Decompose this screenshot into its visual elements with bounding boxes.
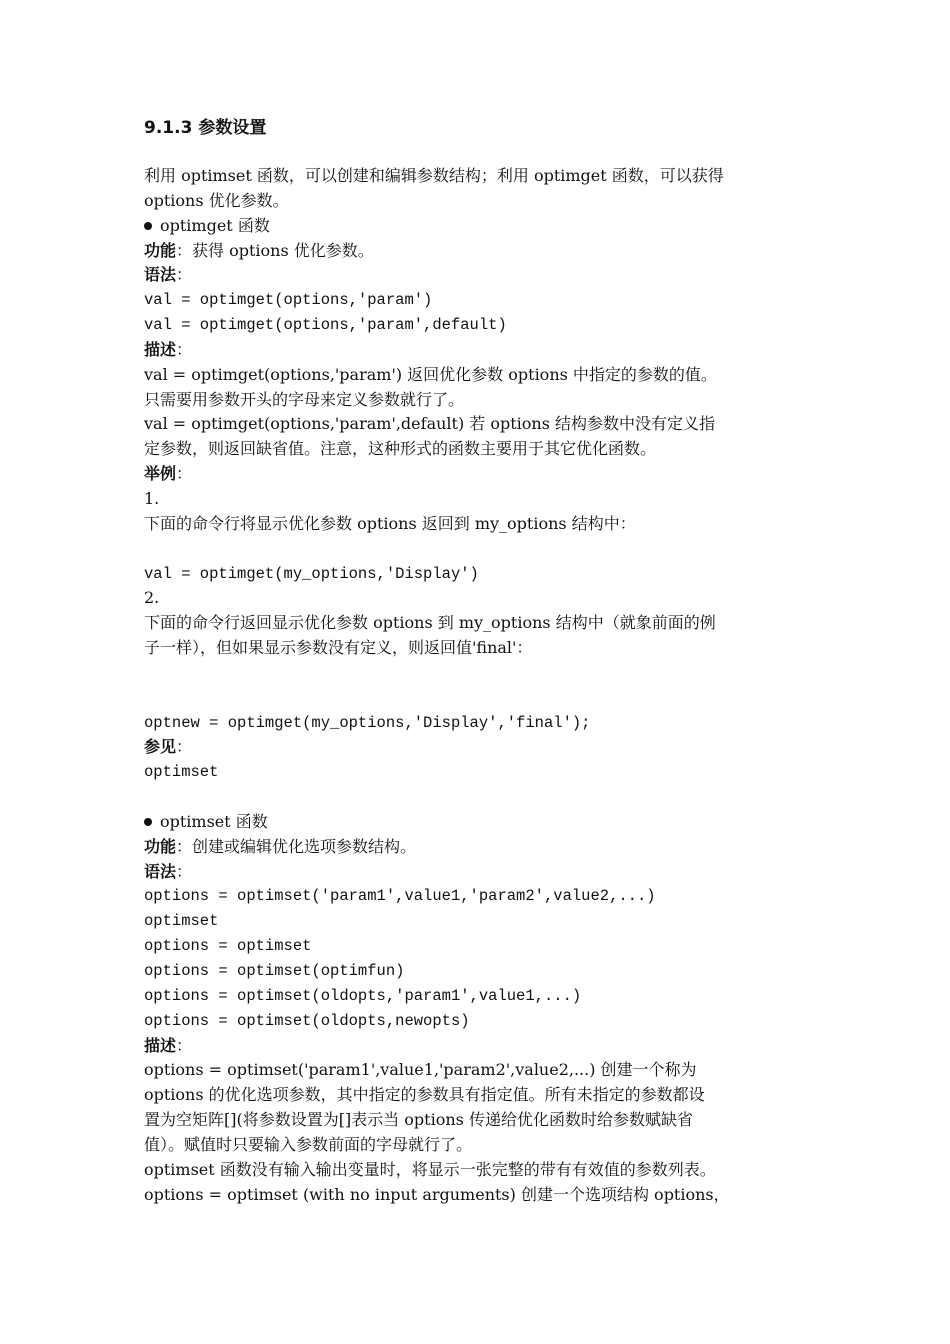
document-body: [144, 164, 814, 1207]
description-line: optimset 函数没有输入输出变量时，将显示一张完整的带有有效值的参数列表。: [144, 1159, 716, 1179]
code-line: options = optimset(oldopts,'param1',value1,...): [144, 986, 582, 1005]
intro-line-1: 利用 optimset 函数，可以创建和编辑参数结构；利用 optimget 函数，可以获得: [144, 166, 724, 185]
description-label: 描述: [144, 339, 177, 359]
syntax-label: 语法: [144, 861, 177, 881]
description-colon: ：: [176, 339, 193, 359]
example-2-text-line-2: 子一样），但如果显示参数没有定义，则返回值'final'：: [144, 638, 533, 658]
optimget-description-heading: [144, 338, 814, 363]
description-line: options = optimset('param1',value1,'param2',value2,...) 创建一个称为: [144, 1060, 697, 1080]
examples-label: 举例: [144, 464, 177, 484]
optimget-bullet-item: [144, 214, 814, 239]
code-line: options = optimset(oldopts,newopts): [144, 1011, 470, 1030]
optimset-description-heading: [144, 1034, 814, 1059]
example-1-number: 1.: [144, 488, 160, 508]
example-1-text: 下面的命令行将显示优化参数 options 返回到 my_options 结构中：: [144, 513, 636, 533]
blank-line: [144, 661, 814, 686]
optimget-function-text: ：获得 options 优化参数。: [176, 240, 374, 260]
description-line: val = optimget(options,'param') 返回优化参数 options 中指定的参数的值。: [144, 364, 717, 384]
code-line: options = optimset: [144, 937, 312, 956]
example-1-code: val = optimget(my_options,'Display'): [144, 564, 479, 583]
description-label: 描述: [144, 1035, 177, 1055]
example-2-code: optnew = optimget(my_options,'Display','final');: [144, 713, 591, 732]
function-label: 功能: [144, 836, 177, 856]
code-line: val = optimget(options,'param',default): [144, 316, 507, 335]
example-2-text-line-1: 下面的命令行返回显示优化参数 options 到 my_options 结构中（就象前面的例: [144, 613, 716, 633]
section-number: 9.1.3: [144, 118, 193, 138]
section-title: 参数设置: [198, 118, 267, 138]
optimset-bullet-text: optimset 函数: [160, 811, 268, 831]
optimset-syntax-heading: [144, 860, 814, 885]
blank-line: [144, 686, 814, 711]
description-line: options = optimset (with no input arguments) 创建一个选项结构 options，: [144, 1184, 730, 1204]
function-label: 功能: [144, 240, 177, 260]
syntax-colon: ：: [176, 861, 193, 881]
syntax-label: 语法: [144, 265, 177, 285]
bullet-icon: [144, 222, 152, 230]
description-line: 定参数，则返回缺省值。注意，这种形式的函数主要用于其它优化函数。: [144, 439, 657, 459]
examples-colon: ：: [176, 464, 193, 484]
optimget-syntax-heading: [144, 263, 814, 288]
example-2-number: 2.: [144, 588, 160, 608]
optimget-see-also-heading: [144, 735, 814, 760]
bullet-icon: [144, 818, 152, 826]
code-line: options = optimset('param1',value1,'param2',value2,...): [144, 887, 656, 906]
section-heading: [144, 116, 266, 140]
description-line: val = optimget(options,'param',default) 若 options 结构参数中没有定义指: [144, 414, 716, 434]
optimget-bullet-text: optimget 函数: [160, 215, 270, 235]
see-also-text: optimset: [144, 763, 219, 782]
see-also-label: 参见: [144, 737, 177, 757]
code-line: val = optimget(options,'param'): [144, 291, 433, 310]
optimget-examples-heading: [144, 462, 814, 487]
description-line: 置为空矩阵[](将参数设置为[]表示当 options 传递给优化函数时给参数赋缺省: [144, 1110, 693, 1130]
code-line: options = optimset(optimfun): [144, 962, 405, 980]
see-also-colon: ：: [176, 737, 193, 757]
optimset-function-text: ：创建或编辑优化选项参数结构。: [176, 836, 417, 856]
blank-line: [144, 785, 814, 810]
syntax-colon: ：: [176, 265, 193, 285]
description-line: 只需要用参数开头的字母来定义参数就行了。: [144, 389, 465, 409]
description-line: options 的优化选项参数，其中指定的参数具有指定值。所有未指定的参数都设: [144, 1085, 705, 1105]
description-line: 值）。赋值时只要输入参数前面的字母就行了。: [144, 1134, 473, 1154]
optimset-function-line: [144, 835, 814, 860]
code-line: optimset: [144, 912, 219, 931]
optimset-bullet-item: [144, 810, 814, 835]
description-colon: ：: [176, 1035, 193, 1055]
blank-line: [144, 537, 814, 562]
optimget-function-line: [144, 239, 814, 264]
intro-line-2: options 优化参数。: [144, 190, 289, 210]
